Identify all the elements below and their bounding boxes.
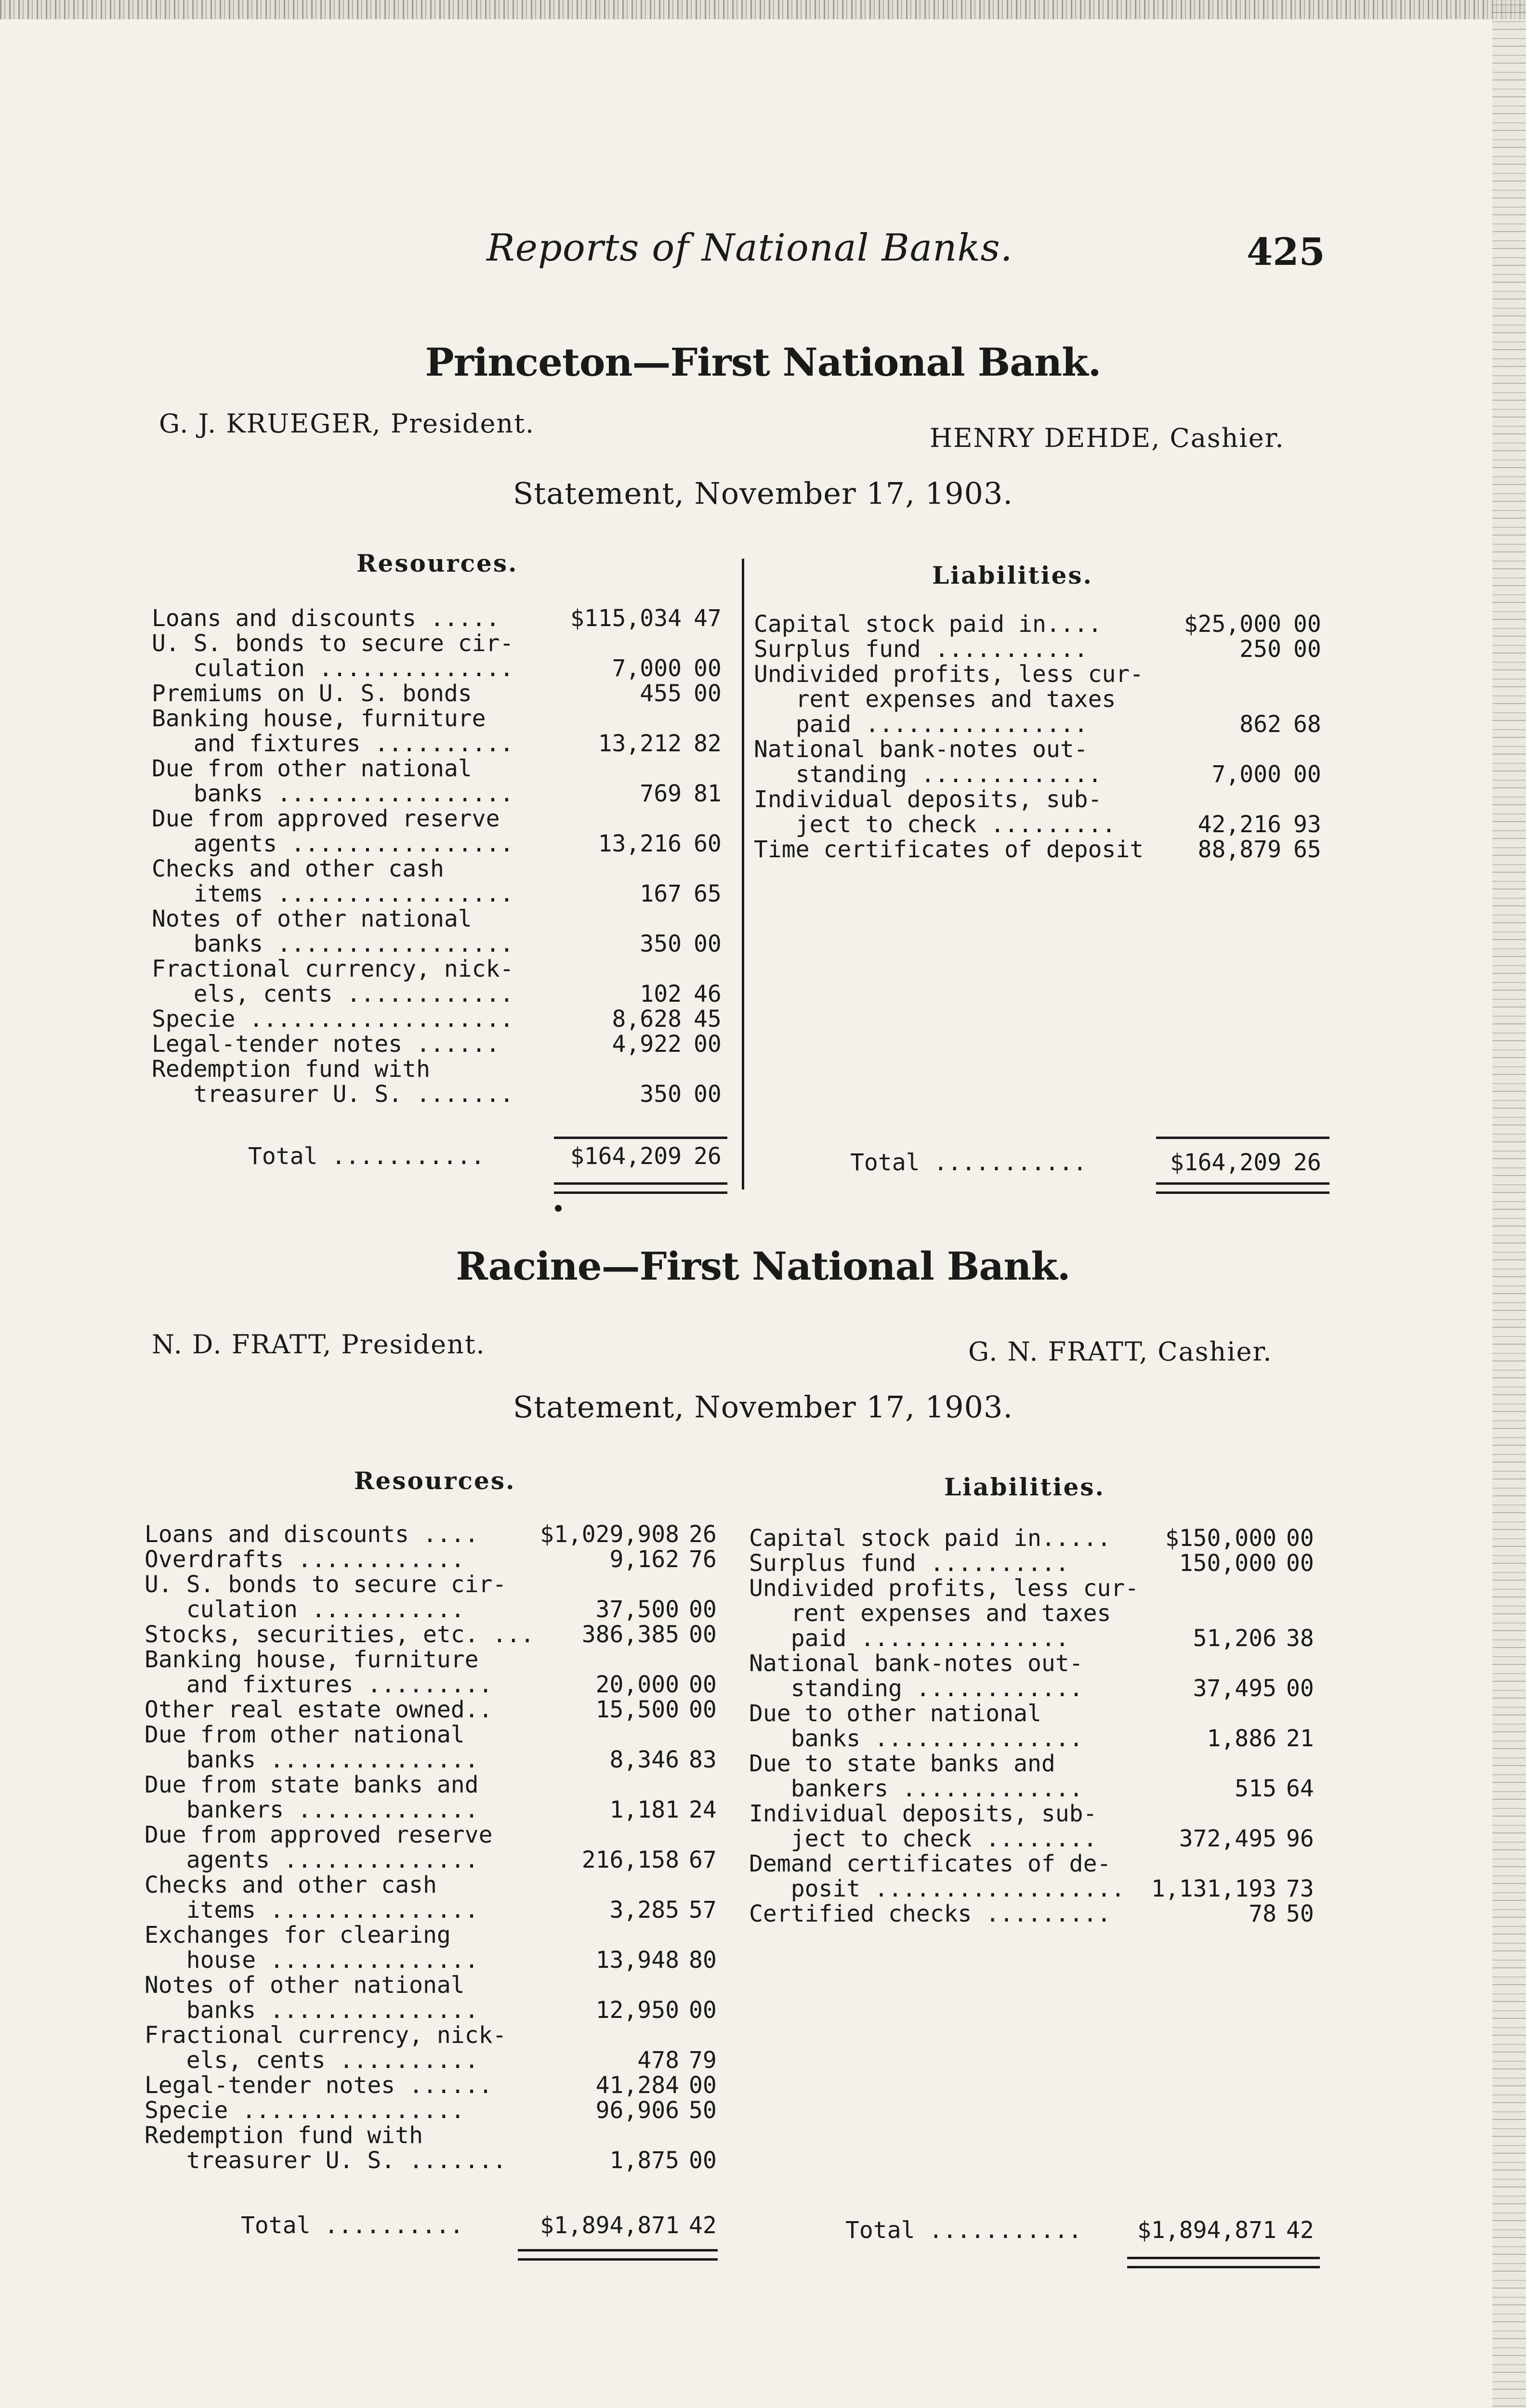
row-cents: 00: [1293, 611, 1321, 638]
row-cents: 00: [1293, 761, 1321, 788]
row-label: house ...............: [145, 1947, 479, 1974]
row-cents: 81: [694, 780, 722, 807]
row-amount: 350: [640, 1081, 682, 1108]
row-label: banks ...............: [145, 1746, 479, 1773]
row-label: Undivided profits, less cur-: [754, 661, 1144, 688]
row-cents: 73: [1286, 1875, 1314, 1902]
row-label: Specie ................: [145, 2097, 465, 2124]
row-label: Capital stock paid in....: [754, 611, 1102, 638]
row-label: paid ................: [754, 711, 1088, 738]
row-amount: 9,162: [609, 1546, 679, 1573]
row-label: culation ...........: [145, 1596, 465, 1623]
row-label: Individual deposits, sub-: [749, 1800, 1097, 1827]
row-cents: 42: [1286, 2217, 1314, 2244]
row-amount: 1,886: [1207, 1725, 1276, 1752]
row-cents: 83: [689, 1746, 717, 1773]
row-label: culation ..............: [152, 655, 514, 682]
row-cents: 96: [1286, 1825, 1314, 1852]
total-rule: [1156, 1137, 1329, 1139]
row-amount: 13,216: [598, 830, 682, 857]
page-number: 425: [1247, 230, 1325, 274]
row-cents: 76: [689, 1546, 717, 1573]
row-amount: 1,131,193: [1151, 1875, 1276, 1902]
row-label: standing ............: [749, 1675, 1083, 1702]
row-cents: 93: [1293, 811, 1321, 838]
double-rule: [518, 2249, 718, 2261]
row-amount: 515: [1235, 1775, 1276, 1802]
row-cents: 00: [694, 680, 722, 707]
row-cents: 21: [1286, 1725, 1314, 1752]
row-label: treasurer U. S. .......: [152, 1081, 514, 1108]
row-label: Individual deposits, sub-: [754, 786, 1102, 813]
row-amount: 15,500: [595, 1696, 679, 1723]
row-label: agents ................: [152, 830, 514, 857]
row-label: standing .............: [754, 761, 1102, 788]
row-label: Surplus fund ..........: [749, 1550, 1069, 1577]
row-amount: 7,000: [612, 655, 682, 682]
row-label: Redemption fund with: [152, 1056, 430, 1083]
row-amount: 250: [1239, 636, 1281, 663]
row-amount: 386,385: [581, 1621, 679, 1648]
column-divider: [742, 559, 744, 1190]
row-cents: 64: [1286, 1775, 1314, 1802]
row-label: rent expenses and taxes: [749, 1600, 1111, 1627]
row-label: Loans and discounts ....: [145, 1521, 479, 1548]
row-label: Loans and discounts .....: [152, 605, 500, 632]
cashier: G. N. FRATT, Cashier.: [968, 1336, 1273, 1367]
row-cents: 24: [689, 1796, 717, 1823]
row-label: Due from approved reserve: [152, 805, 500, 832]
row-amount: $1,894,871: [1137, 2217, 1276, 2244]
row-label: agents ..............: [145, 1846, 479, 1873]
row-label: banks .................: [152, 930, 514, 957]
row-label: ject to check .........: [754, 811, 1116, 838]
president: G. J. KRUEGER, President.: [159, 408, 535, 439]
row-cents: 00: [1286, 1525, 1314, 1552]
row-amount: 372,495: [1179, 1825, 1276, 1852]
row-amount: 1,875: [609, 2147, 679, 2174]
row-cents: 38: [1286, 1625, 1314, 1652]
row-amount: $164,209: [1170, 1149, 1281, 1176]
double-rule: [1127, 2257, 1320, 2268]
row-label: banks .................: [152, 780, 514, 807]
row-amount: 150,000: [1179, 1550, 1276, 1577]
row-cents: 67: [689, 1846, 717, 1873]
row-amount: 42,216: [1197, 811, 1281, 838]
row-label: els, cents ............: [152, 981, 514, 1008]
row-label: items .................: [152, 880, 514, 907]
row-label: Demand certificates of de-: [749, 1850, 1111, 1877]
bank-title: Princeton—First National Bank.: [425, 340, 1101, 385]
statement-date: Statement, November 17, 1903.: [513, 1389, 1013, 1425]
row-label: Total ...........: [248, 1143, 485, 1170]
row-cents: 00: [689, 1696, 717, 1723]
row-label: Exchanges for clearing: [145, 1922, 451, 1949]
row-label: banks ...............: [145, 1997, 479, 2024]
row-label: Total ..........: [241, 2212, 464, 2239]
row-amount: 350: [640, 930, 682, 957]
row-cents: 82: [694, 730, 722, 757]
row-label: paid ...............: [749, 1625, 1069, 1652]
row-cents: 50: [1286, 1900, 1314, 1927]
row-amount: 12,950: [595, 1997, 679, 2024]
row-label: Checks and other cash: [145, 1871, 437, 1898]
row-amount: $115,034: [570, 605, 682, 632]
row-cents: 00: [689, 1621, 717, 1648]
row-label: Total ...........: [850, 1149, 1087, 1176]
row-label: Surplus fund ...........: [754, 636, 1088, 663]
row-amount: 51,206: [1193, 1625, 1276, 1652]
row-label: U. S. bonds to secure cir-: [152, 630, 514, 657]
row-label: Due to state banks and: [749, 1750, 1055, 1777]
liabilities-heading: Liabilities.: [932, 561, 1093, 589]
row-cents: 00: [689, 1596, 717, 1623]
row-amount: 88,879: [1197, 836, 1281, 863]
scan-edge-top: [0, 0, 1526, 19]
statement-date: Statement, November 17, 1903.: [513, 476, 1013, 511]
row-label: Fractional currency, nick-: [145, 2022, 507, 2049]
row-cents: 80: [689, 1947, 717, 1974]
row-label: Banking house, furniture: [152, 705, 486, 732]
row-label: National bank-notes out-: [754, 736, 1088, 763]
row-amount: 3,285: [609, 1897, 679, 1924]
row-label: Banking house, furniture: [145, 1646, 479, 1673]
president: N. D. FRATT, President.: [152, 1329, 486, 1360]
row-cents: 00: [1286, 1675, 1314, 1702]
row-cents: 00: [689, 2147, 717, 2174]
row-cents: 26: [1293, 1149, 1321, 1176]
row-label: bankers .............: [749, 1775, 1083, 1802]
row-amount: 216,158: [581, 1846, 679, 1873]
row-cents: 26: [689, 1521, 717, 1548]
row-label: Specie ...................: [152, 1006, 514, 1033]
row-cents: 45: [694, 1006, 722, 1033]
row-label: Overdrafts ............: [145, 1546, 465, 1573]
row-label: Redemption fund with: [145, 2122, 423, 2149]
row-label: Total ...........: [845, 2217, 1082, 2244]
row-amount: 13,212: [598, 730, 682, 757]
row-label: National bank-notes out-: [749, 1650, 1083, 1677]
row-amount: 769: [640, 780, 682, 807]
row-cents: 00: [689, 2072, 717, 2099]
row-amount: 455: [640, 680, 682, 707]
row-amount: 478: [637, 2047, 679, 2074]
row-amount: 1,181: [609, 1796, 679, 1823]
row-label: ject to check ........: [749, 1825, 1097, 1852]
row-cents: 00: [694, 1081, 722, 1108]
row-amount: 78: [1249, 1900, 1276, 1927]
row-label: Due from state banks and: [145, 1771, 479, 1798]
row-amount: $1,894,871: [540, 2212, 679, 2239]
row-label: and fixtures .........: [145, 1671, 493, 1698]
row-label: els, cents ..........: [145, 2047, 479, 2074]
total-rule: [554, 1137, 727, 1139]
row-label: Legal-tender notes ......: [152, 1031, 500, 1058]
row-label: Due from other national: [152, 755, 472, 782]
row-amount: 41,284: [595, 2072, 679, 2099]
row-amount: 37,495: [1193, 1675, 1276, 1702]
row-cents: 00: [1293, 636, 1321, 663]
row-label: Undivided profits, less cur-: [749, 1575, 1139, 1602]
row-cents: 68: [1293, 711, 1321, 738]
row-label: banks ...............: [749, 1725, 1083, 1752]
row-amount: 167: [640, 880, 682, 907]
row-label: Capital stock paid in.....: [749, 1525, 1111, 1552]
row-amount: 8,346: [609, 1746, 679, 1773]
row-label: treasurer U. S. .......: [145, 2147, 507, 2174]
cashier: HENRY DEHDE, Cashier.: [930, 423, 1285, 453]
row-cents: 42: [689, 2212, 717, 2239]
row-cents: 26: [694, 1143, 722, 1170]
row-amount: $150,000: [1165, 1525, 1276, 1552]
row-amount: 4,922: [612, 1031, 682, 1058]
row-label: Notes of other national: [145, 1972, 465, 1999]
row-label: Legal-tender notes ......: [145, 2072, 493, 2099]
row-cents: 65: [1293, 836, 1321, 863]
row-label: bankers .............: [145, 1796, 479, 1823]
row-label: posit ..................: [749, 1875, 1125, 1902]
row-cents: 00: [694, 1031, 722, 1058]
row-cents: 00: [689, 1997, 717, 2024]
row-label: Certified checks .........: [749, 1900, 1111, 1927]
row-label: and fixtures ..........: [152, 730, 514, 757]
row-amount: 102: [640, 981, 682, 1008]
row-label: Due from other national: [145, 1721, 465, 1748]
row-label: Other real estate owned..: [145, 1696, 493, 1723]
row-amount: $1,029,908: [540, 1521, 679, 1548]
double-rule: [1156, 1182, 1329, 1194]
row-cents: 57: [689, 1897, 717, 1924]
row-label: Checks and other cash: [152, 855, 444, 882]
row-cents: 46: [694, 981, 722, 1008]
row-label: Premiums on U. S. bonds: [152, 680, 472, 707]
row-label: items ...............: [145, 1897, 479, 1924]
row-amount: 7,000: [1211, 761, 1281, 788]
bank-title: Racine—First National Bank.: [456, 1243, 1070, 1289]
row-amount: 862: [1239, 711, 1281, 738]
row-amount: 37,500: [595, 1596, 679, 1623]
row-amount: $164,209: [570, 1143, 682, 1170]
row-cents: 50: [689, 2097, 717, 2124]
row-amount: 8,628: [612, 1006, 682, 1033]
row-label: Time certificates of deposit: [754, 836, 1144, 863]
row-cents: 00: [694, 930, 722, 957]
row-label: Notes of other national: [152, 905, 472, 932]
printer-mark: [555, 1205, 562, 1212]
running-head: Reports of National Banks.: [487, 226, 1013, 270]
row-amount: 96,906: [595, 2097, 679, 2124]
row-cents: 00: [689, 1671, 717, 1698]
row-label: U. S. bonds to secure cir-: [145, 1571, 507, 1598]
row-label: Fractional currency, nick-: [152, 955, 514, 982]
row-amount: 20,000: [595, 1671, 679, 1698]
row-label: Due from approved reserve: [145, 1821, 493, 1848]
row-cents: 00: [1286, 1550, 1314, 1577]
row-amount: $25,000: [1184, 611, 1281, 638]
row-cents: 79: [689, 2047, 717, 2074]
resources-heading: Resources.: [354, 1466, 516, 1495]
liabilities-heading: Liabilities.: [944, 1473, 1105, 1501]
row-cents: 65: [694, 880, 722, 907]
resources-heading: Resources.: [356, 549, 518, 577]
row-cents: 47: [694, 605, 722, 632]
row-cents: 00: [694, 655, 722, 682]
row-label: rent expenses and taxes: [754, 686, 1116, 713]
row-label: Stocks, securities, etc. ...: [145, 1621, 535, 1648]
row-amount: 13,948: [595, 1947, 679, 1974]
row-label: Due to other national: [749, 1700, 1041, 1727]
double-rule: [554, 1182, 727, 1194]
row-cents: 60: [694, 830, 722, 857]
